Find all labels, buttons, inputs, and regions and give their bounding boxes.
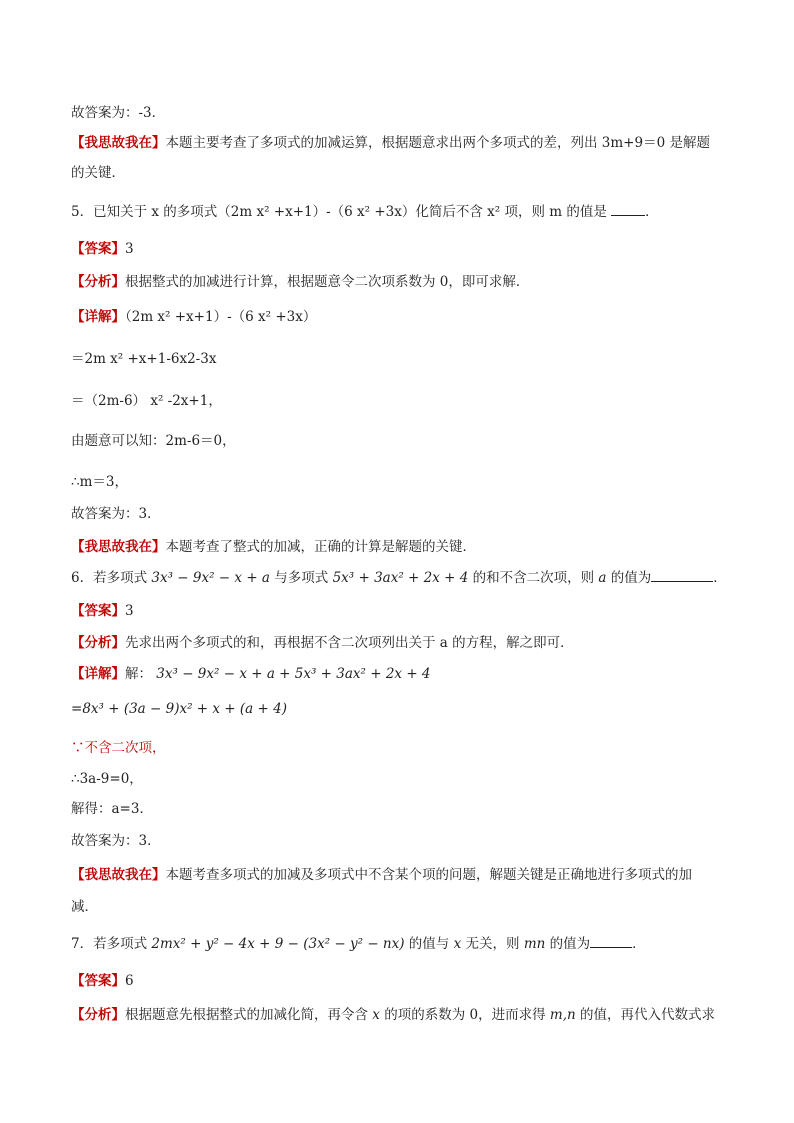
text-line xyxy=(71,739,734,757)
text-line xyxy=(71,134,734,152)
text-line xyxy=(71,505,734,523)
section-tag: 【我思故我在】 xyxy=(71,867,166,883)
text-segment: 先求出两个多项式的和，再根据不含二次项列出关于 a 的方程，解之即可． xyxy=(125,635,574,651)
text-line xyxy=(71,866,734,884)
section-tag: 【答案】 xyxy=(71,603,125,619)
math-expression: mn xyxy=(523,936,546,952)
text-segment: 本题考查了整式的加减，正确的计算是解题的关键． xyxy=(165,539,476,555)
text-segment: 减． xyxy=(71,899,98,915)
text-line xyxy=(71,164,734,182)
text-line xyxy=(71,432,734,450)
section-tag: 【我思故我在】 xyxy=(71,539,166,555)
text-segment: 的项的系数为 0，进而求得 xyxy=(379,1007,550,1023)
text-segment: 3 xyxy=(125,241,134,257)
text-segment: 的和不含二次项，则 xyxy=(468,570,599,586)
text-segment: = xyxy=(71,701,83,717)
text-segment: 无关，则 xyxy=(461,936,524,952)
text-line xyxy=(71,473,734,491)
text-segment: 的值为 xyxy=(606,570,652,586)
text-segment: ＝2m x² +x+1-6x2-3x xyxy=(71,351,217,367)
math-expression: m,n xyxy=(549,1007,576,1023)
answer-blank xyxy=(651,569,713,582)
text-segment: 6 xyxy=(125,973,134,989)
math-expression: 2mx² + y² − 4x + 9 − (3x² − y² − nx) xyxy=(151,936,405,952)
text-segment: 故答案为：-3． xyxy=(71,105,166,121)
section-tag: 【详解】 xyxy=(71,309,125,325)
math-expression: 8x³ + (3a − 9)x² + x + (a + 4) xyxy=(82,701,287,717)
text-segment: 根据题意先根据整式的加减化简，再令含 xyxy=(125,1007,373,1023)
text-segment: 5．已知关于 x 的多项式（2m x² +x+1）-（6 x² +3x）化简后不含 x² 项，则 m 的值是 xyxy=(71,204,612,220)
text-line xyxy=(71,665,734,683)
text-segment: ． xyxy=(645,204,659,220)
section-tag: 【我思故我在】 xyxy=(71,135,166,151)
highlight-text: ∵不含二次项， xyxy=(71,740,166,756)
text-line xyxy=(71,972,734,990)
answer-blank xyxy=(590,935,632,948)
text-segment: 6．若多项式 xyxy=(71,570,152,586)
text-line xyxy=(71,350,734,368)
text-line xyxy=(71,634,734,652)
math-expression: 5x³ + 3ax² + 2x + 4 xyxy=(332,570,469,586)
text-segment: 故答案为：3． xyxy=(71,506,161,522)
answer-blank xyxy=(611,203,645,216)
section-tag: 【分析】 xyxy=(71,1007,125,1023)
text-segment: 故答案为：3． xyxy=(71,833,161,849)
text-line xyxy=(71,935,734,953)
text-segment: 本题主要考查了多项式的加减运算，根据题意求出两个多项式的差，列出 3m+9＝0 是解题 xyxy=(165,135,710,151)
text-segment: ∴3a-9=0， xyxy=(71,771,143,787)
text-line xyxy=(71,104,734,122)
text-line xyxy=(71,898,734,916)
text-segment: 的关键． xyxy=(71,165,125,181)
text-line xyxy=(71,240,734,258)
text-line xyxy=(71,569,734,587)
text-segment: 7．若多项式 xyxy=(71,936,152,952)
section-tag: 【分析】 xyxy=(71,635,125,651)
math-expression: x xyxy=(372,1007,380,1023)
text-line xyxy=(71,203,734,221)
text-segment: 3 xyxy=(125,603,134,619)
text-segment: 根据整式的加减进行计算，根据题意令二次项系数为 0，即可求解． xyxy=(125,274,530,290)
text-line xyxy=(71,1006,734,1024)
text-segment: ∴m＝3， xyxy=(71,474,128,490)
section-tag: 【详解】 xyxy=(71,666,125,682)
section-tag: 【分析】 xyxy=(71,274,125,290)
text-segment: ． xyxy=(713,570,727,586)
math-expression: a xyxy=(598,570,607,586)
text-segment: ＝（2m-6） x² -2x+1， xyxy=(71,393,222,409)
math-expression: x xyxy=(453,936,462,952)
text-segment: ． xyxy=(632,936,646,952)
text-segment: 解得：a=3． xyxy=(71,801,153,817)
text-line xyxy=(71,700,734,718)
math-expression: 3x³ − 9x² − x + a xyxy=(151,570,270,586)
text-segment: （2m x² +x+1）-（6 x² +3x） xyxy=(125,309,317,325)
text-line xyxy=(71,832,734,850)
text-segment: 与多项式 xyxy=(269,570,333,586)
math-expression: 3x³ − 9x² − x + a + 5x³ + 3ax² + 2x + 4 xyxy=(156,666,431,682)
text-line xyxy=(71,602,734,620)
text-segment: 的值，再代入代数式求 xyxy=(575,1007,715,1023)
text-line xyxy=(71,800,734,818)
text-line xyxy=(71,538,734,556)
text-line xyxy=(71,392,734,410)
text-line xyxy=(71,308,734,326)
section-tag: 【答案】 xyxy=(71,973,125,989)
text-line xyxy=(71,273,734,291)
section-tag: 【答案】 xyxy=(71,241,125,257)
text-segment: 的值为 xyxy=(545,936,591,952)
text-segment: 由题意可以知：2m-6＝0， xyxy=(71,433,236,449)
text-line xyxy=(71,770,734,788)
text-segment: 本题考查多项式的加减及多项式中不含某个项的问题，解题关键是正确地进行多项式的加 xyxy=(165,867,692,883)
text-segment: 的值与 xyxy=(404,936,454,952)
text-segment: 解： xyxy=(125,666,157,682)
